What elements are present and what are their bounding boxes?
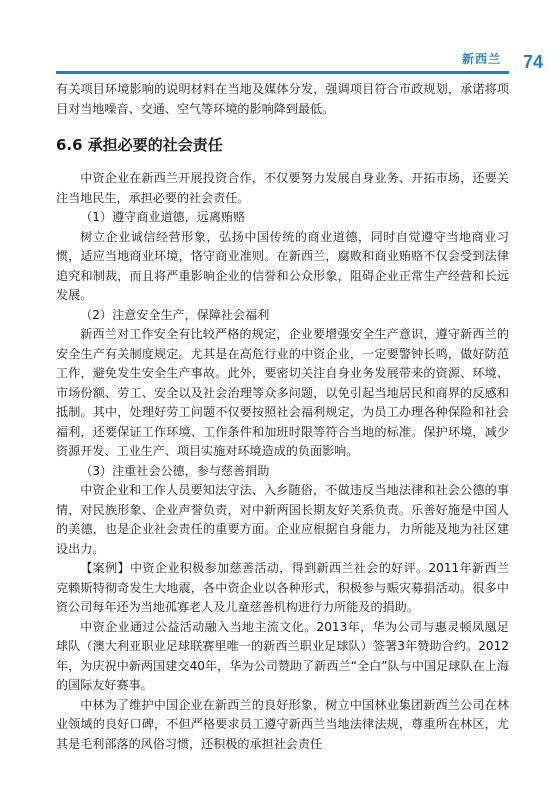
subheading: （1）遵守商业道德，远离贿赂 bbox=[80, 210, 246, 224]
paragraph: 中资企业和工作人员要知法守法、入乡随俗，不做违反当地法律和社会公德的事情，对民族形象、企业声誉负责，对中新两国长期友好关系负责。乐善好施是中国人的美德，也是企业社会责任的重要方面。企业应根据自身能力，力所能及地为社区建设出力。 bbox=[56, 483, 509, 556]
page-header bbox=[0, 0, 559, 78]
header-rule bbox=[56, 71, 509, 74]
paragraph: 中资企业通过公益活动融入当地主流文化。2013年，华为公司与惠灵顿凤凰足球队（澳大利亚职业足球联赛里唯一的新西兰职业足球队）签署3年赞助合约。2012年，为庆祝中新两国建交40年，华为公司赞助了新西兰“全白”队与中国足球队在上海的国际友好赛事。 bbox=[56, 619, 509, 692]
subheading: （3）注重社会公德，参与慈善捐助 bbox=[80, 463, 270, 478]
paragraph: 新西兰对工作安全有比较严格的规定，企业要增强安全生产意识，遵守新西兰的安全生产有关制度规定。尤其是在高危行业的中资企业，一定要警钟长鸣，做好防范工作，避免发生安全生产事故。此外，要密切关注自身业务发展带来的资源、环境、市场份额、劳工、安全以及社会治理等众多问题，以免引起当地居民和商界的反感和抵制。其中，处理好劳工问题不仅要按照社会福利规定，为员工办理各种保险和社会福利，还要保证工作环境、工作条件和加班时限等符合当地的标准。保护环境，减少资源开发、工业生产、项目实施对环境造成的负面影响。 bbox=[56, 327, 509, 458]
paragraph: 中林为了维护中国企业在新西兰的良好形象，树立中国林业集团新西兰公司在林业领域的良好口碑，不但严格要求员工遵守新西兰当地法律法规，尊重所在林区，尤其是毛利部落的风俗习惯，还积极的承担社会责任 bbox=[56, 697, 509, 751]
section-title: 新西兰 bbox=[461, 52, 501, 66]
page-number: 74 bbox=[522, 52, 543, 72]
subheading: （2）注意安全生产，保障社会福利 bbox=[80, 307, 270, 322]
case-paragraph: 【案例】中资企业积极参加慈善活动，得到新西兰社会的好评。2011年新西兰克赖斯特彻奇发生大地震，各中资企业以各种形式，积极参与赈灾募捐活动。很多中资公司每年还为当地孤寡老人及儿童慈善机构进行力所能及的捐助。 bbox=[56, 561, 509, 614]
section-heading: 6.6 承担必要的社会责任 bbox=[56, 136, 223, 154]
page-content bbox=[56, 80, 509, 754]
paragraph-intro-continued: 有关项目环境影响的说明材料在当地及媒体分发，强调项目符合市政规划，承诺将项目对当地噪音、交通、空气等环境的影响降到最低。 bbox=[56, 82, 509, 116]
paragraph: 中资企业在新西兰开展投资合作，不仅要努力发展自身业务、开拓市场，还要关注当地民生，承担必要的社会责任。 bbox=[56, 171, 509, 205]
paragraph: 树立企业诚信经营形象，弘扬中国传统的商业道德，同时自觉遵守当地商业习惯，适应当地商业环境，恪守商业准则。在新西兰，腐败和商业贿赂不仅会受到法律追究和制裁，而且将严重影响企业的信誉和公众形象，阻碍企业正常生产经营和长远发展。 bbox=[56, 229, 509, 302]
